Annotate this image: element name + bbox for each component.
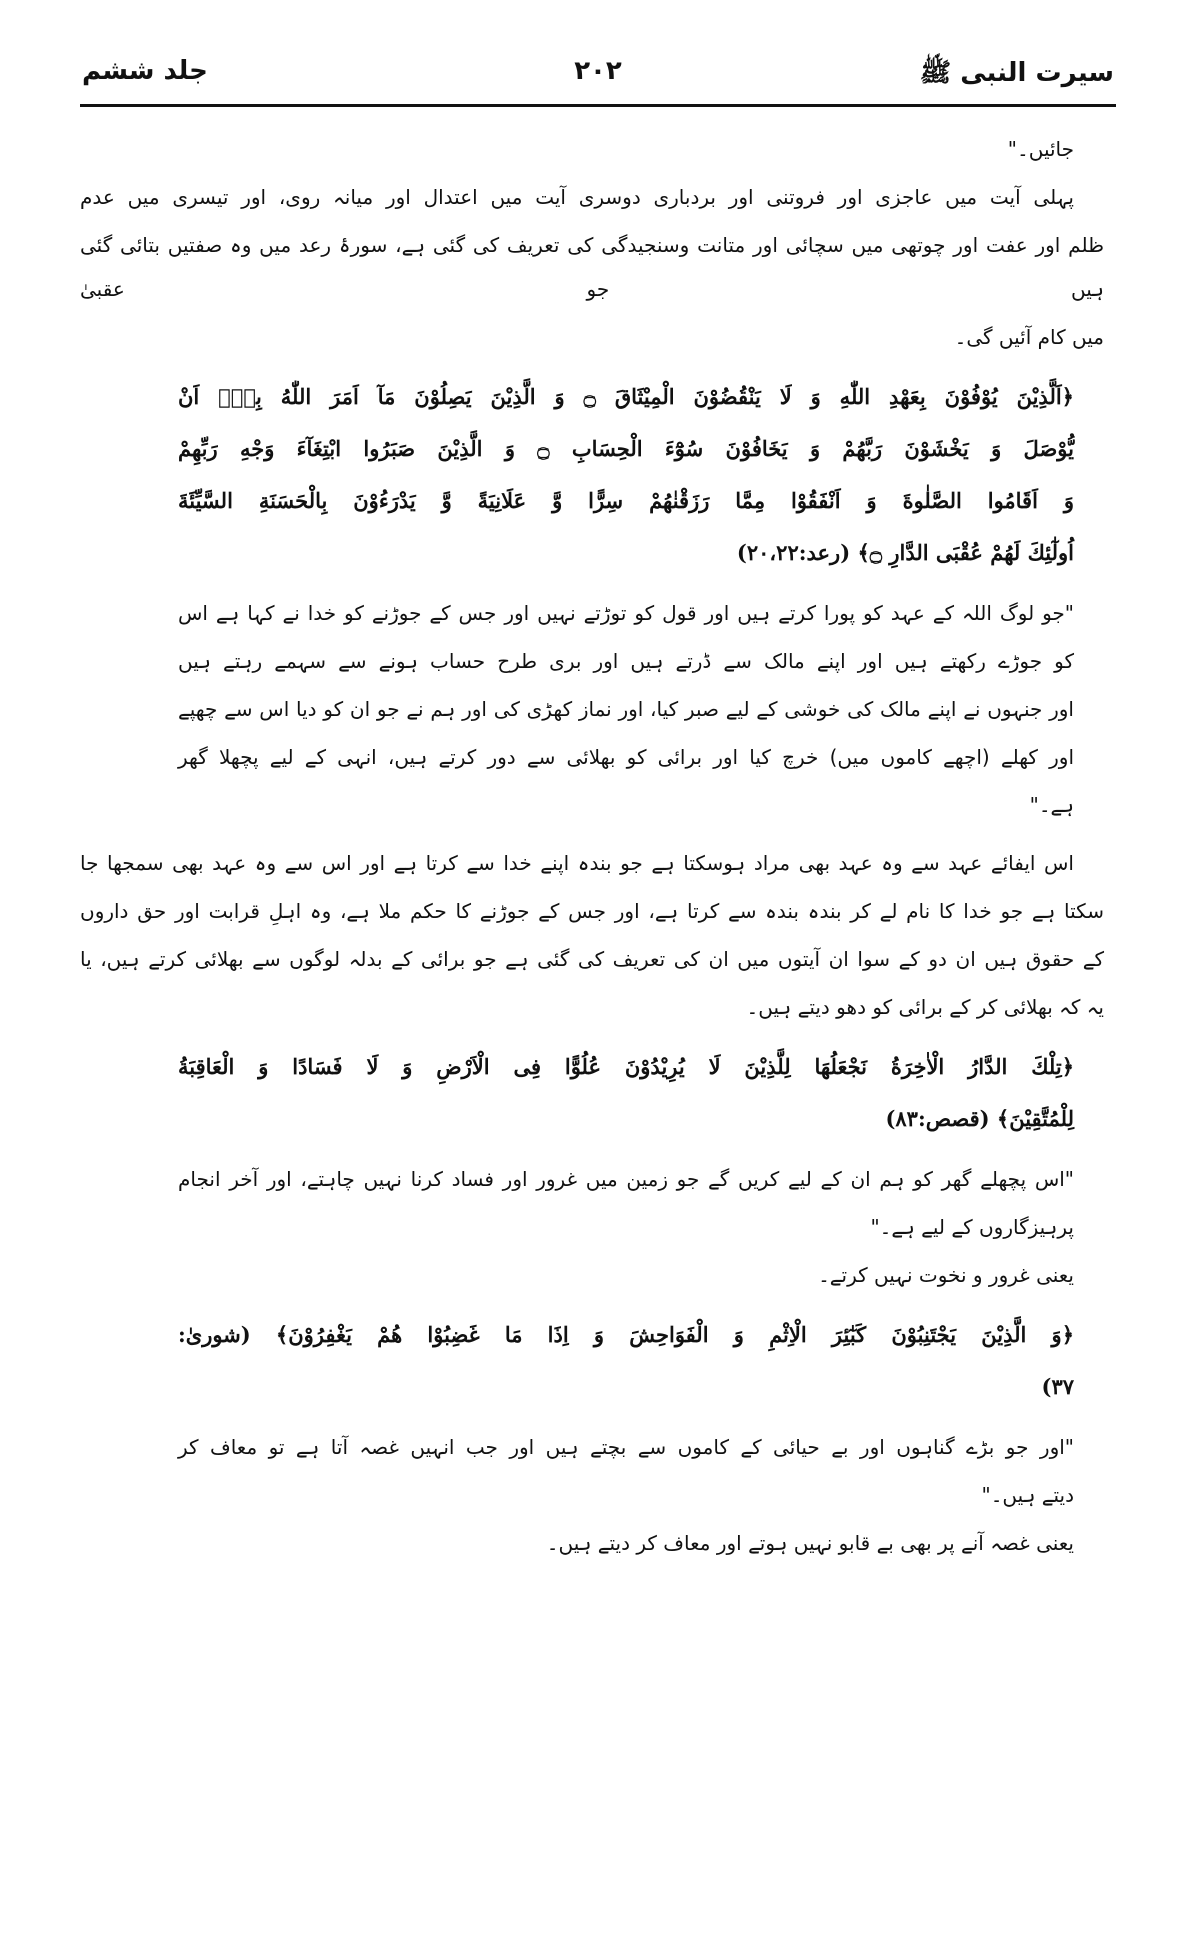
translation-line: ہے۔" (1029, 793, 1074, 817)
translation-line: پرہیزگاروں کے لیے ہے۔" (870, 1215, 1074, 1239)
translation-line: کو جوڑے رکھتے ہیں اور اپنے مالک سے ڈرتے ہیں اور بری طرح حساب ہونے سے سہمے رہتے ہیں (178, 649, 1074, 673)
text-line: یعنی غصہ آنے پر بھی بے قابو نہیں ہوتے اور معاف کر دیتے ہیں۔ (546, 1531, 1074, 1555)
translation-line: اور جنہوں نے اپنے مالک کی خوشی کے لیے صبر کیا، اور نماز کھڑی کی اور ہم نے جو ان کو دیا اس سے چھپے (178, 697, 1074, 721)
translation-line: اور کھلے (اچھے کاموں میں) خرچ کیا اور برائی کو بھلائی سے دور کرتے ہیں، انہی کے لیے پچھلا گھر (178, 745, 1074, 769)
running-header (80, 52, 1116, 107)
quran-verse-line: ﴿اَلَّذِیْنَ یُوْفُوْنَ بِعَهْدِ اللّٰهِ وَ لَا یَنْقُضُوْنَ الْمِیْثَاقَ ۝ وَ الَّذِیْنَ یَصِلُوْنَ مَآ اَمَرَ اللّٰهُ بِهٖٓ اَنْ (178, 384, 1074, 409)
text-line: ظلم اور عفت اور چوتھی میں سچائی اور متانت وسنجیدگی کی تعریف کی گئی ہے، سورۂ رعد میں وہ صفتیں بتائی گئی ہیں جو عقبیٰ (80, 233, 1104, 301)
text-line: میں کام آئیں گی۔ (954, 325, 1104, 349)
quran-verse-citation: ۳۷) (1041, 1374, 1074, 1399)
volume-label: جلد ششم (82, 56, 208, 86)
text-line: یعنی غرور و نخوت نہیں کرتے۔ (818, 1263, 1074, 1287)
quran-verse-line: ﴿تِلْكَ الدَّارُ الْاٰخِرَةُ نَجْعَلُهَا لِلَّذِیْنَ لَا یُرِیْدُوْنَ عُلُوًّا فِی الْاَرْضِ وَ لَا فَسَادًا وَ الْعَاقِبَةُ (178, 1054, 1074, 1079)
page-number: ۲۰۲ (574, 56, 622, 86)
translation-line: "جو لوگ اللہ کے عہد کو پورا کرتے ہیں اور قول کو توڑتے نہیں اور جس کے جوڑنے کو خدا نے کہا ہے اس (178, 601, 1074, 625)
page-body (0, 107, 1192, 1609)
text-line: کے حقوق ہیں ان دو کے سوا ان آیتوں میں ان کی تعریف کی گئی ہے جو برائی کے بدلہ لوگوں سے بھلائی کرتے ہیں، یا (80, 947, 1104, 971)
translation-line: دیتے ہیں۔" (981, 1483, 1074, 1507)
book-title: سیرت النبی ﷺ (919, 58, 1114, 88)
quran-verse-line: ﴿وَ الَّذِیْنَ یَجْتَنِبُوْنَ كَبٰٓئِرَ الْاِثْمِ وَ الْفَوَاحِشَ وَ اِذَا مَا غَضِبُوْا هُمْ یَغْفِرُوْنَ﴾ (شوریٰ: (178, 1322, 1074, 1347)
translation-line: "اور جو بڑے گناہوں اور بے حیائی کے کاموں سے بچتے ہیں اور جب انہیں غصہ آتا ہے تو معاف کر (178, 1435, 1074, 1459)
text-line: پہلی آیت میں عاجزی اور فروتنی اور بردباری دوسری آیت میں اعتدال اور میانہ روی، اور تیسری میں عدم (80, 185, 1074, 209)
translation-line: "اس پچھلے گھر کو ہم ان کے لیے کریں گے جو زمین میں غرور اور فساد کرنا نہیں چاہتے، اور آخر انجام (178, 1167, 1074, 1191)
quran-verse-line: وَ اَقَامُوا الصَّلٰوةَ وَ اَنْفَقُوْا مِمَّا رَزَقْنٰهُمْ سِرًّا وَّ عَلَانِیَةً وَّ یَدْرَءُوْنَ بِالْحَسَنَةِ السَّیِّئَةَ (178, 488, 1074, 513)
text-line: سکتا ہے جو خدا کا نام لے کر بندہ بندہ سے کرتا ہے، اور جس کے جوڑنے کا حکم ملا ہے، وہ اہلِ قرابت اور حق داروں (80, 899, 1104, 923)
text-line: اس ایفائے عہد سے وہ عہد بھی مراد ہوسکتا ہے جو بندہ اپنے خدا سے کرتا ہے اور اس سے وہ عہد بھی سمجھا جا (80, 851, 1074, 875)
text-line: جائیں۔" (1007, 137, 1074, 161)
quran-verse-citation: اُولٰٓئِكَ لَهُمْ عُقْبَى الدَّارِ ۝﴾ (رعد:۲۰،۲۲) (736, 540, 1074, 565)
quran-verse-citation: لِلْمُتَّقِیْنَ﴾ (قصص:۸۳) (885, 1106, 1074, 1131)
quran-verse-line: یُّوْصَلَ وَ یَخْشَوْنَ رَبَّهُمْ وَ یَخَافُوْنَ سُوْٓءَ الْحِسَابِ ۝ وَ الَّذِیْنَ صَبَرُوا ابْتِغَآءَ وَجْهِ رَبِّهِمْ (178, 436, 1074, 461)
text-line: یہ کہ بھلائی کر کے برائی کو دھو دیتے ہیں۔ (746, 995, 1104, 1019)
